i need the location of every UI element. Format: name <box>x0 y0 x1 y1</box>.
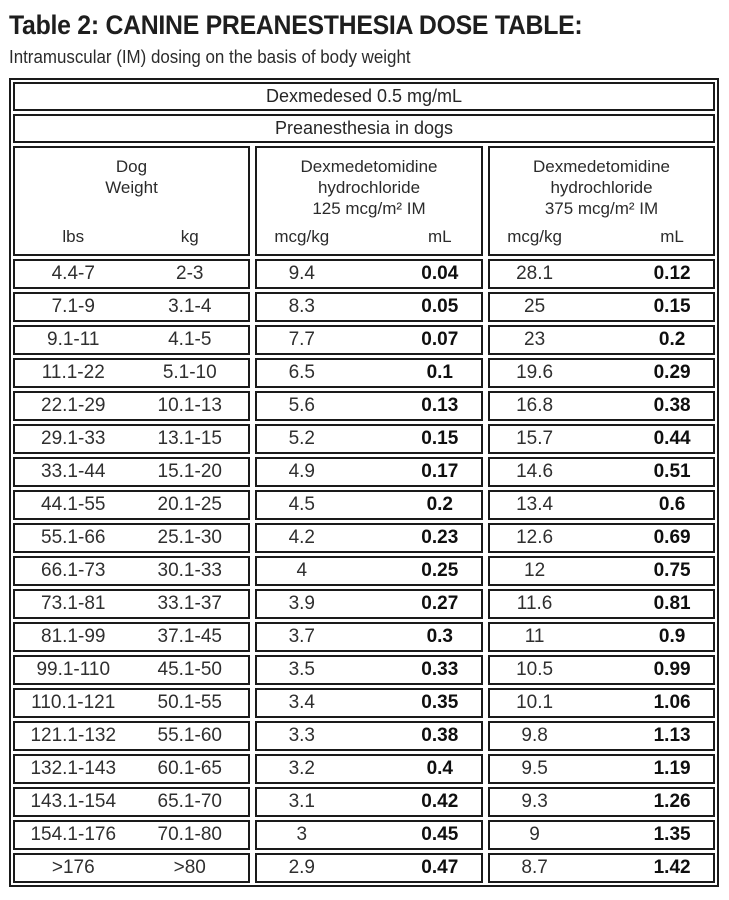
row-cell-group <box>13 523 250 553</box>
banner-product: Dexmedesed 0.5 mg/mL <box>13 82 715 111</box>
row-cell-group <box>255 622 483 652</box>
row-cell-group <box>13 325 250 355</box>
cell-ml-125: 0.07 <box>421 329 459 350</box>
table-body <box>13 259 715 883</box>
table-row <box>13 853 715 883</box>
row-cell-group <box>13 292 250 322</box>
row-cell-group <box>488 292 715 322</box>
cell-mcg-kg-125: 3.5 <box>288 659 315 680</box>
header-subcolumns <box>257 224 481 250</box>
table-row <box>13 259 715 289</box>
row-cell-group <box>488 457 715 487</box>
header-subcolumns <box>490 224 713 250</box>
row-cell-group <box>13 754 250 784</box>
cell-ml-375: 1.42 <box>653 857 691 878</box>
cell-kg: 5.1-10 <box>162 362 217 383</box>
row-cell-group <box>488 787 715 817</box>
cell-mcg-kg-375: 28.1 <box>516 263 554 284</box>
cell-kg: 37.1-45 <box>157 626 222 647</box>
cell-lbs: 33.1-44 <box>41 461 106 482</box>
table-row <box>13 457 715 487</box>
cell-ml-125: 0.17 <box>421 461 459 482</box>
row-cell-group <box>488 259 715 289</box>
row-cell-group <box>13 787 250 817</box>
header-title-line: hydrochloride <box>550 178 653 197</box>
table-row <box>13 325 715 355</box>
cell-lbs: 110.1-121 <box>31 692 116 713</box>
cell-mcg-kg-125: 8.3 <box>288 296 315 317</box>
header-title-line: Dog <box>115 157 148 176</box>
row-cell-group <box>255 589 483 619</box>
row-cell-group <box>255 556 483 586</box>
cell-ml-375: 0.12 <box>653 263 691 284</box>
cell-ml-125: 0.04 <box>421 263 459 284</box>
row-cell-group <box>13 490 250 520</box>
header-title-line: 125 mcg/m² IM <box>312 199 426 218</box>
page-title: Table 2: CANINE PREANESTHESIA DOSE TABLE: <box>9 10 583 40</box>
row-cell-group <box>13 424 250 454</box>
row-cell-group <box>255 787 483 817</box>
row-cell-group <box>255 325 483 355</box>
cell-ml-375: 0.44 <box>653 428 691 449</box>
cell-kg: 13.1-15 <box>157 428 222 449</box>
table-row <box>13 655 715 685</box>
cell-lbs: 22.1-29 <box>41 395 106 416</box>
cell-kg: 30.1-33 <box>157 560 222 581</box>
header-subcolumns <box>15 224 248 250</box>
cell-mcg-kg-375: 9 <box>529 824 540 845</box>
table-row <box>13 424 715 454</box>
header-title-line: Dexmedetomidine <box>532 157 670 176</box>
cell-ml-375: 1.35 <box>653 824 691 845</box>
banner-indication: Preanesthesia in dogs <box>13 114 715 143</box>
row-cell-group <box>488 754 715 784</box>
cell-ml-125: 0.2 <box>426 494 453 515</box>
cell-ml-375: 0.75 <box>653 560 691 581</box>
row-cell-group <box>13 358 250 388</box>
cell-ml-375: 0.2 <box>658 329 686 350</box>
row-cell-group <box>13 457 250 487</box>
row-cell-group <box>13 589 250 619</box>
cell-ml-375: 1.19 <box>653 758 691 779</box>
row-cell-group <box>488 424 715 454</box>
table-row <box>13 688 715 718</box>
row-cell-group <box>255 424 483 454</box>
cell-mcg-kg-125: 3.2 <box>288 758 315 779</box>
row-cell-group <box>488 589 715 619</box>
cell-ml-125: 0.3 <box>426 626 453 647</box>
cell-kg: 65.1-70 <box>157 791 222 812</box>
cell-mcg-kg-375: 11 <box>524 626 545 647</box>
cell-ml-375: 0.9 <box>658 626 686 647</box>
row-cell-group <box>255 391 483 421</box>
cell-kg: 55.1-60 <box>157 725 222 746</box>
cell-kg: 25.1-30 <box>157 527 222 548</box>
table-row <box>13 523 715 553</box>
row-cell-group <box>255 259 483 289</box>
header-title-line: Weight <box>105 178 158 197</box>
cell-mcg-kg-375: 10.1 <box>516 692 554 713</box>
cell-mcg-kg-125: 3.4 <box>288 692 315 713</box>
row-cell-group <box>255 457 483 487</box>
cell-mcg-kg-375: 12.6 <box>516 527 554 548</box>
cell-kg: 4.1-5 <box>168 329 212 350</box>
cell-ml-375: 1.13 <box>653 725 691 746</box>
cell-lbs: 66.1-73 <box>41 560 106 581</box>
cell-lbs: 143.1-154 <box>30 791 117 812</box>
column-header-ml-125: mL <box>427 227 452 246</box>
cell-ml-125: 0.15 <box>421 428 459 449</box>
cell-mcg-kg-125: 5.6 <box>288 395 315 416</box>
cell-kg: 50.1-55 <box>157 692 222 713</box>
cell-mcg-kg-125: 7.7 <box>288 329 315 350</box>
row-cell-group <box>13 820 250 850</box>
cell-kg: 2-3 <box>176 263 204 284</box>
table-row <box>13 787 715 817</box>
row-cell-group <box>255 820 483 850</box>
table-row <box>13 490 715 520</box>
cell-kg: 10.1-13 <box>157 395 222 416</box>
cell-ml-375: 0.99 <box>653 659 691 680</box>
header-title-line: 375 mcg/m² IM <box>544 199 659 218</box>
cell-mcg-kg-125: 4.2 <box>288 527 315 548</box>
table-row <box>13 622 715 652</box>
cell-ml-125: 0.47 <box>421 857 459 878</box>
cell-ml-125: 0.23 <box>421 527 459 548</box>
row-cell-group <box>13 655 250 685</box>
table-row <box>13 358 715 388</box>
row-cell-group <box>255 853 483 883</box>
row-cell-group <box>488 358 715 388</box>
cell-lbs: 81.1-99 <box>41 626 106 647</box>
row-cell-group <box>488 721 715 751</box>
dose-table <box>9 78 719 887</box>
cell-mcg-kg-375: 16.8 <box>516 395 554 416</box>
cell-ml-375: 0.6 <box>658 494 686 515</box>
column-header-ml-375: mL <box>660 227 684 246</box>
cell-mcg-kg-375: 9.3 <box>521 791 548 812</box>
row-cell-group <box>488 820 715 850</box>
header-group-dog-weight <box>13 146 250 256</box>
cell-kg: 3.1-4 <box>168 296 212 317</box>
cell-mcg-kg-125: 4 <box>296 560 308 581</box>
cell-kg: 15.1-20 <box>157 461 222 482</box>
cell-ml-375: 1.26 <box>653 791 691 812</box>
row-cell-group <box>255 655 483 685</box>
cell-kg: 33.1-37 <box>157 593 222 614</box>
cell-ml-125: 0.25 <box>421 560 459 581</box>
cell-mcg-kg-125: 4.9 <box>288 461 315 482</box>
cell-lbs: 7.1-9 <box>51 296 95 317</box>
row-cell-group <box>488 391 715 421</box>
cell-lbs: 11.1-22 <box>41 362 105 383</box>
column-header-lbs: lbs <box>62 227 85 246</box>
cell-ml-125: 0.1 <box>426 362 453 383</box>
row-cell-group <box>13 259 250 289</box>
row-cell-group <box>255 490 483 520</box>
row-cell-group <box>488 523 715 553</box>
row-cell-group <box>255 721 483 751</box>
cell-ml-125: 0.33 <box>421 659 459 680</box>
cell-ml-375: 0.81 <box>653 593 691 614</box>
header-group-title <box>490 156 713 219</box>
table-row <box>13 721 715 751</box>
cell-ml-375: 0.51 <box>653 461 691 482</box>
cell-mcg-kg-125: 6.5 <box>288 362 315 383</box>
table-row <box>13 589 715 619</box>
cell-ml-125: 0.13 <box>421 395 459 416</box>
cell-mcg-kg-375: 23 <box>524 329 546 350</box>
row-cell-group <box>488 688 715 718</box>
cell-ml-375: 0.38 <box>653 395 691 416</box>
header-group-dose-375 <box>488 146 715 256</box>
row-cell-group <box>488 622 715 652</box>
page-subtitle: Intramuscular (IM) dosing on the basis of body weight <box>9 47 411 67</box>
row-cell-group <box>488 853 715 883</box>
table-row <box>13 556 715 586</box>
table-row <box>13 820 715 850</box>
row-cell-group <box>488 490 715 520</box>
cell-ml-125: 0.4 <box>426 758 453 779</box>
row-cell-group <box>255 358 483 388</box>
cell-kg: 60.1-65 <box>157 758 222 779</box>
header-title-line: Dexmedetomidine <box>300 157 438 176</box>
row-cell-group <box>13 556 250 586</box>
cell-mcg-kg-375: 11.6 <box>516 593 553 614</box>
cell-lbs: 154.1-176 <box>30 824 117 845</box>
cell-mcg-kg-125: 3 <box>296 824 308 845</box>
cell-lbs: 55.1-66 <box>41 527 106 548</box>
cell-mcg-kg-125: 3.7 <box>288 626 315 647</box>
header-group-title <box>257 156 481 219</box>
row-cell-group <box>13 721 250 751</box>
cell-ml-375: 1.06 <box>653 692 691 713</box>
table-row <box>13 391 715 421</box>
cell-mcg-kg-375: 8.7 <box>521 857 548 878</box>
cell-ml-125: 0.45 <box>421 824 459 845</box>
header-group-dose-125 <box>255 146 483 256</box>
cell-lbs: 132.1-143 <box>30 758 117 779</box>
cell-mcg-kg-375: 12 <box>524 560 546 581</box>
row-cell-group <box>255 292 483 322</box>
cell-ml-375: 0.29 <box>653 362 691 383</box>
cell-ml-375: 0.69 <box>653 527 691 548</box>
cell-mcg-kg-375: 15.7 <box>516 428 554 449</box>
row-cell-group <box>13 622 250 652</box>
cell-mcg-kg-125: 5.2 <box>288 428 315 449</box>
cell-lbs: 29.1-33 <box>41 428 106 449</box>
column-header-mcg-kg-125: mcg/kg <box>274 227 330 246</box>
cell-mcg-kg-125: 3.3 <box>288 725 315 746</box>
cell-ml-125: 0.27 <box>421 593 459 614</box>
header-title-line: hydrochloride <box>317 178 421 197</box>
cell-kg: 70.1-80 <box>157 824 222 845</box>
cell-mcg-kg-375: 25 <box>524 296 546 317</box>
cell-mcg-kg-125: 9.4 <box>288 263 315 284</box>
cell-mcg-kg-375: 14.6 <box>516 461 554 482</box>
cell-lbs: 121.1-132 <box>30 725 117 746</box>
row-cell-group <box>255 688 483 718</box>
cell-mcg-kg-375: 13.4 <box>516 494 554 515</box>
table-row <box>13 754 715 784</box>
row-cell-group <box>13 688 250 718</box>
cell-lbs: 9.1-11 <box>47 329 100 350</box>
cell-ml-125: 0.35 <box>421 692 459 713</box>
cell-mcg-kg-125: 3.1 <box>288 791 315 812</box>
row-cell-group <box>488 655 715 685</box>
cell-ml-125: 0.38 <box>421 725 459 746</box>
cell-kg: 45.1-50 <box>157 659 222 680</box>
column-header-mcg-kg-375: mcg/kg <box>507 227 562 246</box>
cell-lbs: >176 <box>51 857 95 878</box>
cell-lbs: 44.1-55 <box>41 494 106 515</box>
row-cell-group <box>255 523 483 553</box>
row-cell-group <box>488 325 715 355</box>
cell-mcg-kg-125: 4.5 <box>288 494 315 515</box>
header-group-title <box>15 156 248 198</box>
cell-mcg-kg-375: 10.5 <box>516 659 554 680</box>
table-row <box>13 292 715 322</box>
cell-mcg-kg-375: 19.6 <box>516 362 554 383</box>
cell-lbs: 4.4-7 <box>51 263 95 284</box>
cell-mcg-kg-375: 9.5 <box>521 758 548 779</box>
cell-mcg-kg-125: 3.9 <box>288 593 315 614</box>
row-cell-group <box>255 754 483 784</box>
table-header-row <box>13 146 715 256</box>
cell-mcg-kg-125: 2.9 <box>288 857 315 878</box>
cell-kg: 20.1-25 <box>157 494 222 515</box>
cell-mcg-kg-375: 9.8 <box>521 725 548 746</box>
row-cell-group <box>13 391 250 421</box>
cell-ml-125: 0.42 <box>421 791 459 812</box>
column-header-kg: kg <box>180 227 199 246</box>
cell-lbs: 99.1-110 <box>36 659 111 680</box>
cell-kg: >80 <box>173 857 206 878</box>
cell-ml-375: 0.15 <box>653 296 691 317</box>
row-cell-group <box>13 853 250 883</box>
cell-lbs: 73.1-81 <box>41 593 106 614</box>
row-cell-group <box>488 556 715 586</box>
cell-ml-125: 0.05 <box>421 296 459 317</box>
